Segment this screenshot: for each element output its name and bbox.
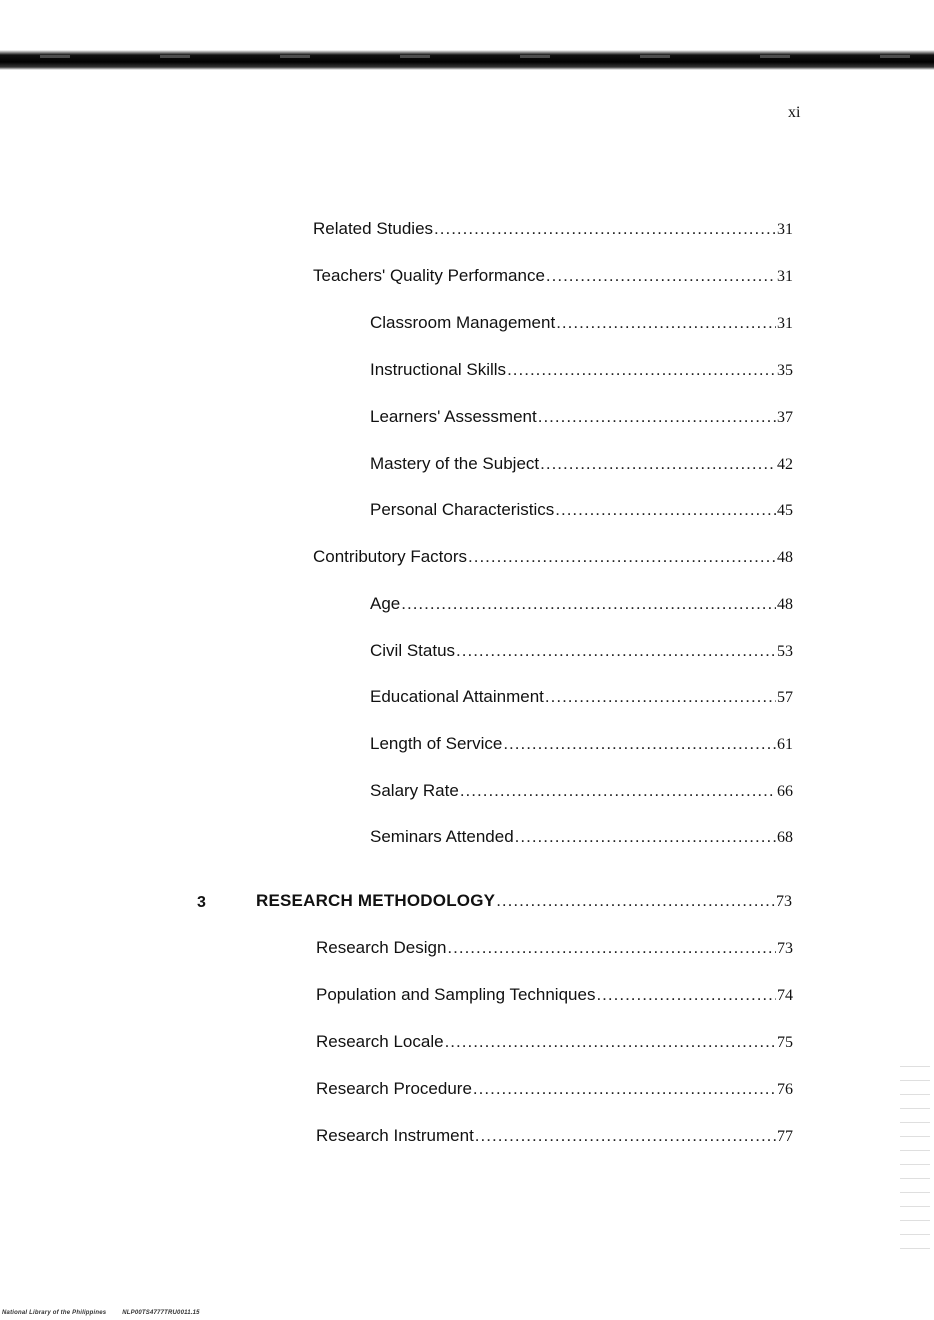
toc-leader-dots bbox=[556, 312, 776, 334]
toc-entry-page: 77 bbox=[777, 1128, 793, 1145]
toc-leader-dots bbox=[447, 937, 776, 959]
chapter-number: 3 bbox=[197, 894, 206, 911]
toc-entry-related-studies bbox=[313, 218, 793, 241]
toc-entry-page: 48 bbox=[777, 549, 793, 566]
toc-entry-title: Population and Sampling Techniques bbox=[316, 985, 596, 1004]
toc-entry-page: 31 bbox=[777, 268, 793, 285]
toc-entry-page: 53 bbox=[777, 643, 793, 660]
toc-entry-research-locale bbox=[316, 1031, 793, 1054]
toc-entry-page: 61 bbox=[777, 736, 793, 753]
toc-entry-page: 31 bbox=[777, 221, 793, 238]
toc-entry-page: 66 bbox=[777, 783, 793, 800]
toc-entry-page: 73 bbox=[777, 940, 793, 957]
toc-entry-title: Instructional Skills bbox=[370, 360, 507, 379]
toc-entry-civil-status bbox=[370, 640, 793, 663]
toc-entry-title: Educational Attainment bbox=[370, 687, 544, 706]
toc-entry-title: Research Instrument bbox=[316, 1126, 474, 1145]
toc-entry-page: 37 bbox=[777, 409, 793, 426]
toc-chapter-title: RESEARCH METHODOLOGY bbox=[256, 891, 496, 910]
toc-entry-title: Salary Rate bbox=[370, 781, 459, 800]
toc-entry-page: 31 bbox=[777, 315, 793, 332]
toc-entry-educational-attainment bbox=[370, 686, 793, 709]
toc-entry-research-design bbox=[316, 937, 793, 960]
toc-leader-dots bbox=[540, 453, 776, 475]
toc-entry-title: Length of Service bbox=[370, 734, 503, 753]
toc-entry-research-procedure bbox=[316, 1078, 793, 1101]
toc-entry-title: Learners' Assessment bbox=[370, 407, 537, 426]
toc-entry-seminars-attended bbox=[370, 826, 793, 849]
toc-entry-contributory-factors bbox=[313, 546, 793, 569]
toc-entry-instructional-skills bbox=[370, 359, 793, 382]
toc-leader-dots bbox=[434, 218, 776, 240]
toc-chapter-research-methodology bbox=[256, 890, 792, 913]
toc-leader-dots bbox=[503, 733, 776, 755]
toc-entry-page: 57 bbox=[777, 689, 793, 706]
toc-leader-dots bbox=[468, 546, 776, 568]
footer-code: NLP00TS4777TRU0011.15 bbox=[122, 1310, 200, 1316]
toc-entry-page: 75 bbox=[777, 1034, 793, 1051]
toc-leader-dots bbox=[545, 686, 776, 708]
scan-border bbox=[0, 50, 934, 70]
toc-entry-page: 73 bbox=[776, 893, 792, 910]
scan-noise bbox=[900, 1060, 930, 1260]
toc-entry-title: Age bbox=[370, 594, 401, 613]
toc-leader-dots bbox=[507, 359, 776, 381]
toc-leader-dots bbox=[515, 826, 776, 848]
toc-entry-page: 35 bbox=[777, 362, 793, 379]
toc-leader-dots bbox=[538, 406, 776, 428]
toc-entry-personal-characteristics bbox=[370, 499, 793, 522]
toc-entry-title: Civil Status bbox=[370, 641, 456, 660]
toc-entry-title: Research Design bbox=[316, 938, 447, 957]
toc-entry-research-instrument bbox=[316, 1125, 793, 1148]
toc-entry-page: 45 bbox=[777, 502, 793, 519]
toc-leader-dots bbox=[546, 265, 776, 287]
toc-entry-page: 76 bbox=[777, 1081, 793, 1098]
toc-entry-title: Classroom Management bbox=[370, 313, 556, 332]
toc-entry-page: 74 bbox=[777, 987, 793, 1004]
toc-entry-learners-assessment bbox=[370, 406, 793, 429]
toc-leader-dots bbox=[555, 499, 776, 521]
toc-leader-dots bbox=[596, 984, 776, 1006]
toc-entry-length-of-service bbox=[370, 733, 793, 756]
toc-entry-population-sampling bbox=[316, 984, 793, 1007]
toc-entry-title: Related Studies bbox=[313, 219, 434, 238]
footer bbox=[2, 1310, 214, 1316]
toc-entry-page: 48 bbox=[777, 596, 793, 613]
toc-entry-mastery-subject bbox=[370, 453, 793, 476]
toc-entry-title: Mastery of the Subject bbox=[370, 454, 540, 473]
page-number: xi bbox=[788, 104, 801, 121]
toc-leader-dots bbox=[496, 890, 775, 912]
toc-entry-teachers-quality bbox=[313, 265, 793, 288]
toc-entry-salary-rate bbox=[370, 780, 793, 803]
footer-library: National Library of the Philippines bbox=[2, 1310, 107, 1316]
toc-entry-age bbox=[370, 593, 793, 616]
toc-entry-classroom-management bbox=[370, 312, 793, 335]
toc-entry-title: Seminars Attended bbox=[370, 827, 514, 846]
toc-leader-dots bbox=[475, 1125, 776, 1147]
toc-entry-title: Research Procedure bbox=[316, 1079, 472, 1098]
toc-entry-title: Teachers' Quality Performance bbox=[313, 266, 545, 285]
toc-entry-title: Research Locale bbox=[316, 1032, 444, 1051]
toc-leader-dots bbox=[401, 593, 776, 615]
toc-leader-dots bbox=[456, 640, 776, 662]
toc-leader-dots bbox=[445, 1031, 776, 1053]
toc-entry-title: Personal Characteristics bbox=[370, 500, 555, 519]
toc-entry-title: Contributory Factors bbox=[313, 547, 467, 566]
toc-leader-dots bbox=[473, 1078, 776, 1100]
toc-leader-dots bbox=[460, 780, 776, 802]
toc-entry-page: 68 bbox=[777, 829, 793, 846]
toc-entry-page: 42 bbox=[777, 456, 793, 473]
